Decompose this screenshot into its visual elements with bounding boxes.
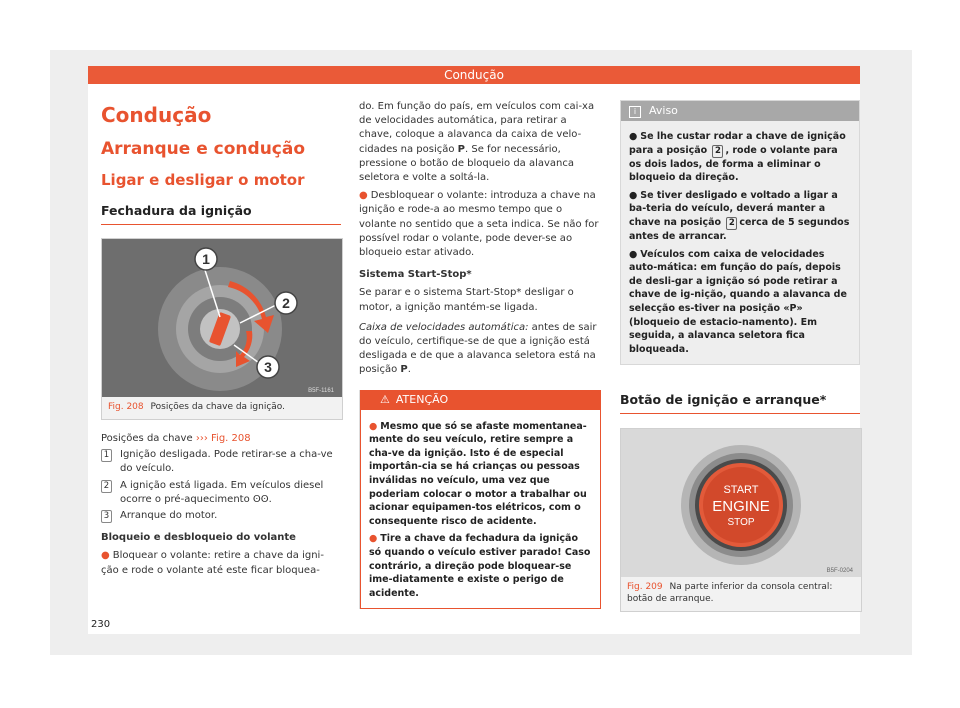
figure-ref-link[interactable]: Fig. 208	[211, 433, 251, 444]
subsection-title: Ligar e desligar o motor	[101, 171, 305, 189]
notice-item-3-text: Veículos com caixa de velocidades auto-mática: em função do país, depois de desli-gar a ignição só pode retirar a chave de ig-nição, quando a alavanca de selecção es-tiver na posição «P» (bloqueio de estacio-namento). Em seguida, a alavanca seletora fica bloqueada.	[629, 248, 847, 355]
figure-caption	[621, 577, 861, 611]
warning-item-1	[369, 420, 592, 529]
position-number: 1	[101, 449, 112, 462]
info-icon: i	[629, 106, 641, 118]
position-text: A ignição está ligada. Em veículos diesel ocorre o pré-aquecimento	[120, 479, 324, 505]
figure-code: B5F-1161	[308, 388, 334, 394]
position-item-1	[101, 448, 341, 476]
warning-item-text: Mesmo que só se afaste momentanea-mente do seu veículo, retire sempre a cha-ve da ignição. Isto é de especial importân-cia se há crianças ou pessoas inválidas no veículo, uma vez que poderiam colocar o motor a trabalhar ou acionar equipamen-tos elétricos, com o consequente risco de acidente.	[369, 420, 587, 527]
figure-label: Fig. 208	[108, 402, 144, 412]
bullet-icon: ●	[629, 189, 638, 201]
warning-body	[360, 410, 601, 610]
inline-position-number: 2	[726, 217, 737, 230]
lock-bullet-1	[101, 549, 341, 577]
section-heading-start-button: Botão de ignição e arranque*	[620, 391, 860, 414]
startstop-heading: Sistema Start-Stop*	[359, 269, 472, 281]
figure-208	[101, 238, 343, 420]
bullet-icon: ●	[369, 533, 378, 545]
column-3	[620, 100, 860, 612]
notice-item-1-text-a: Se lhe custar rodar a chave de ignição para a posição	[629, 131, 846, 156]
notice-body	[621, 121, 859, 364]
bullet-icon: ●	[629, 248, 638, 260]
section-title: Arranque e condução	[101, 139, 306, 159]
para1-bold: P	[457, 143, 466, 155]
auto-text: antes de sair do veículo, certifique-se de que a ignição está desligada e de que a alavanca seletora está na posição	[359, 321, 597, 376]
unlock-bullet	[359, 189, 601, 260]
position-item-3	[101, 509, 341, 523]
startstop-text: Se parar e o sistema Start-Stop* desligar o motor, a ignição mantém-se ligada.	[359, 287, 574, 313]
glow-plug-icon: ʘʘ.	[252, 493, 272, 505]
auto-paragraph	[359, 321, 601, 378]
auto-bold: P	[400, 364, 408, 376]
auto-end: .	[407, 364, 411, 376]
inline-position-number: 2	[712, 145, 723, 158]
running-header: Condução	[88, 66, 860, 84]
position-text: Ignição desligada. Pode retirar-se a cha-ve do veículo.	[120, 449, 333, 475]
callout-1: 1	[202, 251, 210, 267]
warning-triangle-icon: ⚠	[380, 392, 390, 406]
button-label-stop: STOP	[727, 517, 755, 529]
positions-intro	[101, 432, 341, 446]
paragraph-continued	[359, 100, 601, 185]
button-label-start: START	[723, 484, 759, 497]
bullet-icon: ●	[369, 420, 378, 432]
chapter-title: Condução	[101, 103, 212, 127]
notice-item-3	[629, 248, 851, 357]
position-item-2	[101, 479, 341, 507]
topic-title: Fechadura da ignição	[101, 202, 341, 225]
callout-3: 3	[264, 359, 272, 375]
figure-209	[620, 428, 862, 612]
warning-item-2	[369, 532, 592, 600]
auto-italic: Caixa de velocidades automática:	[359, 321, 529, 333]
button-label-engine: ENGINE	[712, 498, 770, 516]
bullet-icon: ●	[101, 550, 110, 562]
notice-item-1	[629, 130, 851, 185]
position-text: Arranque do motor.	[120, 510, 218, 522]
figure-code: B5F-0204	[826, 568, 853, 575]
notice-item-2	[629, 189, 851, 244]
position-number: 3	[101, 510, 112, 523]
figure-label: Fig. 209	[627, 582, 663, 593]
page-number: 230	[91, 619, 111, 630]
warning-header	[360, 390, 601, 410]
figure-caption-text: Posições da chave da ignição.	[150, 402, 286, 412]
notice-item-2-text-a: Se tiver desligado e voltado a ligar a ba-teria do veículo, deverá manter a chave na posição	[629, 189, 838, 228]
notice-header	[621, 101, 859, 121]
figure-caption	[102, 397, 342, 419]
start-stop-button-illustration	[621, 429, 861, 577]
column-2	[359, 100, 601, 609]
bullet-icon: ●	[359, 190, 368, 202]
callout-2: 2	[282, 295, 290, 311]
positions-intro-text: Posições da chave	[101, 433, 193, 444]
notice-title: Aviso	[649, 104, 678, 117]
lock-bullet-text: Bloquear o volante: retire a chave da igni-ção e rode o volante até este ficar bloquea-	[101, 550, 324, 576]
notice-box	[620, 100, 860, 365]
position-number: 2	[101, 480, 112, 493]
notice-item-1-text-b: , rode o volante para os dois lados, de forma a eliminar o bloqueio da direção.	[629, 144, 838, 184]
para1-text: do. Em função do país, em veículos com cai-xa de velocidades automática, para retirar a chave, coloque a alavanca da caixa de velo-cidades na posição	[359, 101, 595, 155]
figure-ref-arrow: ›››	[195, 433, 208, 444]
unlock-bullet-text: Desbloquear o volante: introduza a chave na ignição e rode-a ao mesmo tempo que o volante no sentido que a seta indica. Se não for possível rodar o volante, pode dever-se ao bloqueio estar ativado.	[359, 190, 599, 259]
figure-caption-text: Na parte inferior da consola central: botão de arranque.	[627, 582, 833, 605]
ignition-key-illustration	[102, 239, 342, 397]
bullet-icon: ●	[629, 131, 638, 142]
para1-rest: . Se for necessário, pressione o botão de bloqueio da alavanca seletora e volte a soltá-la.	[359, 143, 575, 184]
warning-item-text: Tire a chave da fechadura da ignição só quando o veículo estiver parado! Caso contrário, a direção pode bloquear-se ime-diatamente e existe o perigo de acidente.	[369, 533, 591, 599]
warning-title: ATENÇÃO	[395, 392, 449, 406]
lock-heading: Bloqueio e desbloqueio do volante	[101, 532, 296, 544]
notice-item-2-text-b: cerca de 5 segundos antes de arrancar.	[629, 216, 850, 242]
warning-box	[359, 390, 601, 610]
column-1	[101, 100, 341, 578]
